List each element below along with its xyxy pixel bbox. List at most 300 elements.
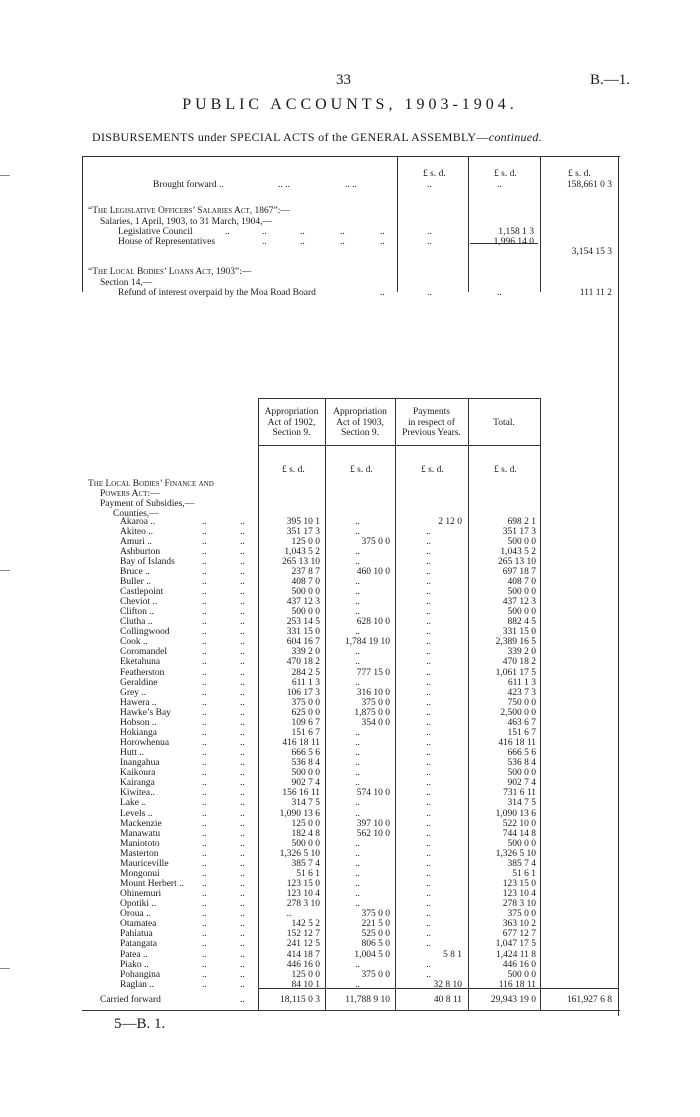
appropriation-1903-cell: 221 5 0 bbox=[361, 919, 390, 930]
appropriation-1903-cell: .. bbox=[355, 899, 360, 910]
previous-years-cell: .. bbox=[426, 798, 431, 809]
appropriation-1902-cell: 123 10 4 bbox=[286, 889, 320, 900]
appropriation-1902-cell: 241 12 5 bbox=[286, 939, 320, 950]
previous-years-cell: .. bbox=[426, 868, 431, 879]
total-cell: 666 5 6 bbox=[507, 748, 536, 759]
leader-dots: .. bbox=[202, 556, 207, 567]
county-name: Pahiatua bbox=[120, 929, 153, 940]
dots: .. bbox=[262, 237, 267, 247]
carried-forward-bottom-rule bbox=[82, 1010, 620, 1011]
appropriation-1902-cell: 500 0 0 bbox=[291, 838, 320, 849]
county-name: Amuri .. bbox=[120, 536, 152, 547]
county-name: Oroua .. bbox=[120, 909, 151, 920]
total-cell: 116 18 11 bbox=[498, 979, 536, 990]
total-cell: 278 3 10 bbox=[502, 899, 536, 910]
leader-dots: .. bbox=[202, 889, 207, 900]
leader-dots: .. bbox=[202, 788, 207, 799]
appropriation-1903-cell: .. bbox=[355, 768, 360, 779]
total-cell: 339 2 0 bbox=[507, 647, 536, 658]
leader-dots: .. bbox=[240, 798, 245, 809]
county-name: Raglan .. bbox=[120, 979, 155, 990]
legislative-council-amount: 1,158 1 3 bbox=[498, 227, 534, 237]
leader-dots: .. bbox=[240, 617, 245, 628]
brought-forward-amount: 158,661 0 3 bbox=[566, 180, 612, 190]
total-cell: 470 18 2 bbox=[502, 657, 536, 668]
appropriation-1903-cell: .. bbox=[355, 727, 360, 738]
leader-dots: .. bbox=[240, 586, 245, 597]
carried-forward-label: Carried forward bbox=[100, 995, 161, 1005]
county-name: Inangahua bbox=[120, 758, 160, 769]
appropriation-1902-cell: 151 6 7 bbox=[291, 727, 320, 738]
total-cell: 446 16 0 bbox=[502, 959, 536, 970]
county-name: Horowhenua bbox=[120, 738, 170, 749]
total-cell: 744 14 8 bbox=[502, 828, 536, 839]
appropriation-1902-cell: 152 12 7 bbox=[286, 929, 320, 940]
appropriation-1903-cell: 628 10 0 bbox=[356, 617, 390, 628]
dots: .. bbox=[340, 237, 345, 247]
previous-years-cell: .. bbox=[426, 536, 431, 547]
leader-dots: .. bbox=[240, 909, 245, 920]
previous-years-cell: .. bbox=[426, 647, 431, 658]
total-cell: 385 7 4 bbox=[507, 858, 536, 869]
previous-years-cell: .. bbox=[426, 546, 431, 557]
previous-years-cell: .. bbox=[426, 556, 431, 567]
appropriation-1903-cell: .. bbox=[355, 758, 360, 769]
total-cell: 51 6 1 bbox=[512, 868, 536, 879]
total-cell: 698 2 1 bbox=[507, 516, 536, 527]
county-name: Ohinemuri bbox=[120, 889, 162, 900]
upper-col-rule-2 bbox=[468, 156, 469, 292]
total-cell: 500 0 0 bbox=[507, 838, 536, 849]
appropriation-1903-cell: .. bbox=[355, 597, 360, 608]
appropriation-1902-cell: 331 15 0 bbox=[286, 627, 320, 638]
county-name: Lake .. bbox=[120, 798, 147, 809]
county-name: Opotiki .. bbox=[120, 899, 157, 910]
dots: .. bbox=[300, 227, 305, 237]
act3-title-line2: Powers Act:— bbox=[100, 489, 160, 499]
appropriation-1902-cell: 437 12 3 bbox=[286, 597, 320, 608]
page-subtitle bbox=[92, 130, 542, 145]
county-name: Cheviot .. bbox=[120, 597, 158, 608]
leader-dots: .. bbox=[202, 868, 207, 879]
county-name: Grey .. bbox=[120, 687, 147, 698]
lower-head-rule bbox=[258, 445, 540, 446]
previous-years-cell: .. bbox=[426, 959, 431, 970]
appropriation-1902-cell: 125 0 0 bbox=[291, 818, 320, 829]
total-cell: 1,090 13 6 bbox=[495, 808, 536, 819]
leader-dots: .. bbox=[202, 758, 207, 769]
appropriation-1903-cell: 1,784 19 10 bbox=[344, 637, 390, 648]
appropriation-1903-cell: .. bbox=[355, 627, 360, 638]
previous-years-cell: .. bbox=[426, 879, 431, 890]
appropriation-1903-cell: 574 10 0 bbox=[356, 788, 390, 799]
leader-dots: .. bbox=[202, 597, 207, 608]
leader-dots: .. bbox=[240, 969, 245, 980]
appropriation-1902-cell: 125 0 0 bbox=[291, 536, 320, 547]
leader-dots: .. bbox=[240, 788, 245, 799]
leader-dots: .. bbox=[240, 526, 245, 537]
leader-dots: .. bbox=[240, 778, 245, 789]
appropriation-1903-cell: 1,875 0 0 bbox=[354, 707, 390, 718]
appropriation-1902-cell: 182 4 8 bbox=[291, 828, 320, 839]
leader-dots: .. bbox=[240, 868, 245, 879]
appropriation-1902-cell: 408 7 0 bbox=[291, 576, 320, 587]
previous-years-cell: .. bbox=[426, 687, 431, 698]
previous-years-cell: .. bbox=[426, 909, 431, 920]
subtitle-italic: continued. bbox=[488, 130, 543, 144]
leader-dots: .. bbox=[240, 818, 245, 829]
county-name: Hawera .. bbox=[120, 697, 157, 708]
previous-years-cell: .. bbox=[426, 889, 431, 900]
dots: .. bbox=[225, 227, 230, 237]
previous-years-cell: .. bbox=[426, 617, 431, 628]
leader-dots: .. bbox=[202, 707, 207, 718]
currency-head-1: £ s. d. bbox=[423, 169, 446, 179]
total-cell: 500 0 0 bbox=[507, 969, 536, 980]
leader-dots: .. bbox=[240, 838, 245, 849]
county-name: Levels .. bbox=[120, 808, 153, 819]
lower-currency-head-2: £ s. d. bbox=[350, 465, 373, 475]
total-cell: 463 6 7 bbox=[507, 717, 536, 728]
total-cell: 363 10 2 bbox=[502, 919, 536, 930]
total-cell: 697 18 7 bbox=[502, 566, 536, 577]
county-name: Hokianga bbox=[120, 727, 157, 738]
refund-amount: 111 11 2 bbox=[579, 288, 612, 298]
leader-dots: .. bbox=[202, 637, 207, 648]
total-cell: 331 15 0 bbox=[502, 627, 536, 638]
county-name: Bay of Islands bbox=[120, 556, 175, 567]
dots: .. bbox=[300, 237, 305, 247]
currency-head-3: £ s. d. bbox=[568, 169, 591, 179]
appropriation-1903-cell: 375 0 0 bbox=[361, 536, 390, 547]
county-name: Akaroa .. bbox=[120, 516, 156, 527]
appropriation-1902-cell: 314 7 5 bbox=[291, 798, 320, 809]
previous-years-cell: .. bbox=[426, 919, 431, 930]
appropriation-1903-cell: .. bbox=[355, 607, 360, 618]
appropriation-1902-cell: 1,043 5 2 bbox=[284, 546, 320, 557]
appropriation-1902-cell: 416 18 11 bbox=[282, 738, 320, 749]
county-name: Bruce .. bbox=[120, 566, 150, 577]
subtitle-main: DISBURSEMENTS under SPECIAL ACTS of the GENERAL ASSEMBLY— bbox=[92, 130, 489, 144]
leader-dots: .. bbox=[202, 858, 207, 869]
leader-dots: .. bbox=[240, 929, 245, 940]
county-name: Buller .. bbox=[120, 576, 151, 587]
leader-dots: .. bbox=[202, 959, 207, 970]
leader-dots: .. bbox=[202, 949, 207, 960]
leader-dots: .. bbox=[202, 748, 207, 759]
house-reps-amount: 1,996 14 0 bbox=[493, 237, 534, 247]
leader-dots: .. bbox=[240, 627, 245, 638]
leader-dots: .. bbox=[202, 727, 207, 738]
leader-dots: .. bbox=[202, 808, 207, 819]
previous-years-cell: .. bbox=[426, 597, 431, 608]
page-number: 33 bbox=[336, 72, 351, 88]
county-name: Pohangina bbox=[120, 969, 161, 980]
leader-dots: .. bbox=[202, 687, 207, 698]
col-head-previous-years: Payments in respect of Previous Years. bbox=[402, 407, 461, 438]
appropriation-1903-cell: 316 10 0 bbox=[356, 687, 390, 698]
previous-years-cell: .. bbox=[426, 576, 431, 587]
act1-line2: Salaries, 1 April, 1903, to 31 March, 1904,— bbox=[100, 217, 273, 227]
leader-dots: .. bbox=[202, 828, 207, 839]
leader-dots: .. bbox=[240, 607, 245, 618]
lower-currency-head-1: £ s. d. bbox=[282, 465, 305, 475]
county-name: Geraldine bbox=[120, 677, 158, 688]
appropriation-1903-cell: .. bbox=[355, 778, 360, 789]
county-name: Clutha .. bbox=[120, 617, 153, 628]
county-name: Coromandel bbox=[120, 647, 167, 658]
appropriation-1902-cell: 395 10 1 bbox=[286, 516, 320, 527]
total-cell: 2,500 0 0 bbox=[500, 707, 536, 718]
dots: .. bbox=[262, 227, 267, 237]
appropriation-1903-cell: .. bbox=[355, 879, 360, 890]
appropriation-1903-cell: .. bbox=[355, 748, 360, 759]
county-name: Kairanga bbox=[120, 778, 155, 789]
dots: .. bbox=[380, 237, 385, 247]
counties-label: Counties,— bbox=[113, 509, 159, 519]
leader-dots: .. bbox=[240, 738, 245, 749]
leader-dots: .. bbox=[202, 536, 207, 547]
total-cell: 536 8 4 bbox=[507, 758, 536, 769]
appropriation-1902-cell: 446 16 0 bbox=[286, 959, 320, 970]
leader-dots: .. bbox=[240, 768, 245, 779]
county-name: Featherston bbox=[120, 667, 165, 678]
total-cell: 500 0 0 bbox=[507, 768, 536, 779]
appropriation-1903-cell: 375 0 0 bbox=[361, 909, 390, 920]
appropriation-1902-cell: 375 0 0 bbox=[291, 697, 320, 708]
county-name: Kaikoura bbox=[120, 768, 156, 779]
appropriation-1902-cell: 902 7 4 bbox=[291, 778, 320, 789]
appropriation-1903-cell: .. bbox=[355, 959, 360, 970]
leader-dots: .. bbox=[202, 586, 207, 597]
leader-dots: .. bbox=[202, 576, 207, 587]
previous-years-cell: .. bbox=[426, 758, 431, 769]
payment-subsidies-label: Payment of Subsidies,— bbox=[100, 499, 195, 509]
leader-dots: .. bbox=[202, 647, 207, 658]
leader-dots: .. bbox=[240, 576, 245, 587]
appropriation-1903-cell: .. bbox=[355, 738, 360, 749]
appropriation-1902-cell: 351 17 3 bbox=[286, 526, 320, 537]
county-name: Ashburton bbox=[120, 546, 161, 557]
appropriation-1902-cell: 470 18 2 bbox=[286, 657, 320, 668]
appropriation-1903-cell: 375 0 0 bbox=[361, 697, 390, 708]
leader-dots: .. bbox=[240, 687, 245, 698]
previous-years-cell: .. bbox=[426, 848, 431, 859]
act2-title: “The Local Bodies’ Loans Act, 1903”:— bbox=[88, 267, 252, 277]
appropriation-1903-cell: .. bbox=[355, 586, 360, 597]
previous-years-cell: .. bbox=[426, 627, 431, 638]
appropriation-1903-cell: .. bbox=[355, 546, 360, 557]
appropriation-1903-cell: .. bbox=[355, 516, 360, 527]
appropriation-1903-cell: 460 10 0 bbox=[356, 566, 390, 577]
appropriation-1903-cell: 806 5 0 bbox=[361, 939, 390, 950]
total-cell: 423 7 3 bbox=[507, 687, 536, 698]
county-name: Otamatea bbox=[120, 919, 157, 930]
act2-line2: Section 14,— bbox=[100, 278, 153, 288]
county-name: Hutt .. bbox=[120, 748, 145, 759]
total-cell: 750 0 0 bbox=[507, 697, 536, 708]
total-cell: 882 4 5 bbox=[507, 617, 536, 628]
leader-dots: .. bbox=[202, 516, 207, 527]
leader-dots: .. bbox=[240, 919, 245, 930]
previous-years-cell: .. bbox=[426, 939, 431, 950]
act3-title-line1: The Local Bodies’ Finance and bbox=[88, 479, 214, 489]
county-name: Hobson .. bbox=[120, 717, 157, 728]
leader-dots: .. bbox=[240, 647, 245, 658]
previous-years-cell: .. bbox=[426, 667, 431, 678]
table-left-rule bbox=[82, 156, 83, 292]
appropriation-1902-cell: 500 0 0 bbox=[291, 768, 320, 779]
leader-dots: .. bbox=[202, 546, 207, 557]
appropriation-1903-cell: .. bbox=[355, 858, 360, 869]
county-name: Cook .. bbox=[120, 637, 148, 648]
total-cell: 500 0 0 bbox=[507, 536, 536, 547]
legislative-council-label: Legislative Council bbox=[118, 227, 193, 237]
appropriation-1902-cell: 500 0 0 bbox=[291, 586, 320, 597]
total-cell: 731 6 11 bbox=[503, 788, 536, 799]
dots: .. bbox=[380, 288, 385, 298]
brought-forward-dots: .. .. bbox=[345, 180, 357, 190]
county-name: Collingwood bbox=[120, 627, 170, 638]
previous-years-cell: .. bbox=[426, 828, 431, 839]
total-cell: 1,424 11 8 bbox=[495, 949, 536, 960]
total-cell: 1,061 17 5 bbox=[495, 667, 536, 678]
leader-dots: .. bbox=[202, 879, 207, 890]
leader-dots: .. bbox=[240, 516, 245, 527]
appropriation-1903-cell: 354 0 0 bbox=[361, 717, 390, 728]
previous-years-cell: .. bbox=[426, 969, 431, 980]
previous-years-cell: .. bbox=[426, 788, 431, 799]
lower-currency-head-3: £ s. d. bbox=[421, 465, 444, 475]
leader-dots: .. bbox=[202, 798, 207, 809]
leader-dots: .. bbox=[240, 697, 245, 708]
previous-years-cell: .. bbox=[426, 566, 431, 577]
dots: .. bbox=[427, 227, 432, 237]
total-cell: 151 6 7 bbox=[507, 727, 536, 738]
previous-years-cell: 5 8 1 bbox=[443, 949, 462, 960]
appropriation-1902-cell: 500 0 0 bbox=[291, 607, 320, 618]
act1-title: “The Legislative Officers’ Salaries Act, 1867”:— bbox=[88, 206, 290, 216]
leader-dots: .. bbox=[202, 768, 207, 779]
county-name: Mount Herbert .. bbox=[120, 879, 184, 890]
leader-dots: .. bbox=[240, 858, 245, 869]
appropriation-1903-cell: .. bbox=[355, 576, 360, 587]
carried-forward-dots: .. bbox=[240, 995, 245, 1005]
previous-years-cell: .. bbox=[426, 586, 431, 597]
total-cell: 611 1 3 bbox=[507, 677, 536, 688]
appropriation-1902-cell: 125 0 0 bbox=[291, 969, 320, 980]
previous-years-cell: .. bbox=[426, 677, 431, 688]
leader-dots: .. bbox=[240, 536, 245, 547]
county-name: Mauriceville bbox=[120, 858, 169, 869]
previous-years-cell: .. bbox=[426, 808, 431, 819]
carried-forward-col2: 11,788 9 10 bbox=[345, 995, 390, 1005]
leader-dots: .. bbox=[202, 778, 207, 789]
dots: .. bbox=[340, 227, 345, 237]
carried-forward-col1: 18,115 0 3 bbox=[279, 995, 320, 1005]
appropriation-1902-cell: 1,090 13 6 bbox=[279, 808, 320, 819]
leader-dots: .. bbox=[240, 597, 245, 608]
lower-currency-head-4: £ s. d. bbox=[494, 465, 517, 475]
county-name: Akiteo .. bbox=[120, 526, 153, 537]
leader-dots: .. bbox=[202, 848, 207, 859]
appropriation-1902-cell: 611 1 3 bbox=[291, 677, 320, 688]
appropriation-1903-cell: .. bbox=[355, 838, 360, 849]
upper-col-rule-1 bbox=[397, 156, 398, 292]
appropriation-1903-cell: 1,004 5 0 bbox=[354, 949, 390, 960]
leader-dots: .. bbox=[240, 889, 245, 900]
previous-years-cell: .. bbox=[426, 778, 431, 789]
brought-forward-dots: .. .. bbox=[278, 180, 290, 190]
appropriation-1903-cell: .. bbox=[355, 889, 360, 900]
leader-dots: .. bbox=[240, 879, 245, 890]
leader-dots: .. bbox=[202, 657, 207, 668]
appropriation-1902-cell: 237 8 7 bbox=[291, 566, 320, 577]
leader-dots: .. bbox=[240, 657, 245, 668]
col-head-appropriation-1902: Appropriation Act of 1902, Section 9. bbox=[264, 407, 319, 438]
previous-years-cell: .. bbox=[426, 929, 431, 940]
appropriation-1903-cell: .. bbox=[355, 556, 360, 567]
appropriation-1902-cell: 106 17 3 bbox=[286, 687, 320, 698]
appropriation-1903-cell: .. bbox=[355, 798, 360, 809]
table-row bbox=[0, 980, 700, 991]
previous-years-cell: .. bbox=[426, 657, 431, 668]
appropriation-1902-cell: 278 3 10 bbox=[286, 899, 320, 910]
total-cell: 265 13 10 bbox=[498, 556, 536, 567]
county-name: Mongonui bbox=[120, 868, 160, 879]
leader-dots: .. bbox=[240, 727, 245, 738]
leader-dots: .. bbox=[240, 707, 245, 718]
total-cell: 902 7 4 bbox=[507, 778, 536, 789]
total-cell: 123 15 0 bbox=[502, 879, 536, 890]
margin-mark bbox=[0, 175, 10, 176]
act1-total: 3,154 15 3 bbox=[571, 247, 612, 257]
appropriation-1902-cell: 666 5 6 bbox=[291, 748, 320, 759]
appropriation-1903-cell: 375 0 0 bbox=[361, 969, 390, 980]
appropriation-1902-cell: 536 8 4 bbox=[291, 758, 320, 769]
previous-years-cell: .. bbox=[426, 637, 431, 648]
leader-dots: .. bbox=[202, 818, 207, 829]
previous-years-cell: .. bbox=[426, 697, 431, 708]
previous-years-cell: .. bbox=[426, 838, 431, 849]
dots: .. bbox=[427, 288, 432, 298]
appropriation-1902-cell: 385 7 4 bbox=[291, 858, 320, 869]
appropriation-1902-cell: 84 10 1 bbox=[291, 979, 320, 990]
previous-years-cell: .. bbox=[426, 858, 431, 869]
dots: .. bbox=[427, 237, 432, 247]
appropriation-1903-cell: 777 15 0 bbox=[356, 667, 390, 678]
total-cell: 522 10 0 bbox=[502, 818, 536, 829]
appropriation-1903-cell: .. bbox=[355, 848, 360, 859]
appropriation-1902-cell: 253 14 5 bbox=[286, 617, 320, 628]
total-cell: 314 7 5 bbox=[507, 798, 536, 809]
previous-years-cell: .. bbox=[426, 607, 431, 618]
appropriation-1903-cell: 562 10 0 bbox=[356, 828, 390, 839]
dots: .. bbox=[497, 180, 502, 190]
leader-dots: .. bbox=[202, 838, 207, 849]
leader-dots: .. bbox=[202, 919, 207, 930]
total-cell: 500 0 0 bbox=[507, 607, 536, 618]
appropriation-1902-cell: 339 2 0 bbox=[291, 647, 320, 658]
leader-dots: .. bbox=[240, 808, 245, 819]
leader-dots: .. bbox=[202, 617, 207, 628]
appropriation-1902-cell: .. bbox=[286, 909, 292, 920]
carried-forward-col3: 40 8 11 bbox=[433, 995, 462, 1005]
county-name: Clifton .. bbox=[120, 607, 155, 618]
page-title: PUBLIC ACCOUNTS, 1903-1904. bbox=[182, 96, 518, 113]
leader-dots: .. bbox=[240, 748, 245, 759]
leader-dots: .. bbox=[240, 979, 245, 990]
